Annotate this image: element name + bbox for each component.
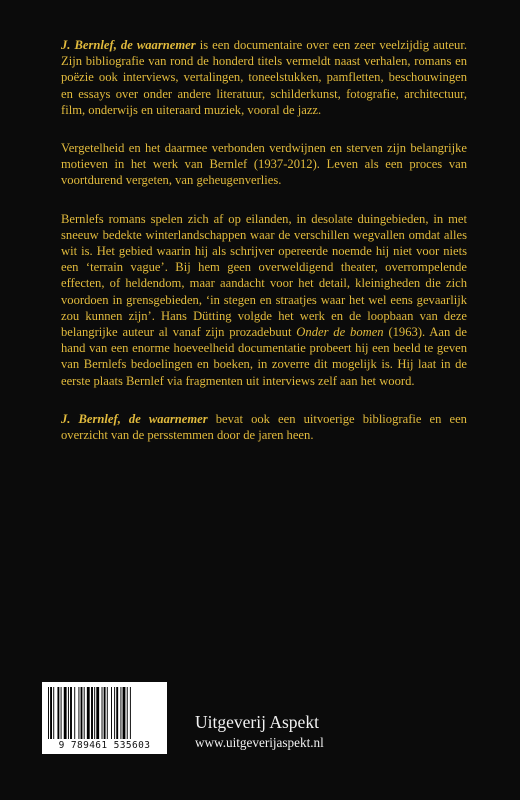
intro-text: is een documentaire over een zeer veelzijdig auteur. Zijn bibliografie van rond de honderd titels vermeldt naast verhalen, romans en poëzie ook interviews, vertalingen, toneelstukken, pamfletten, beschouwingen en essays over onder andere literatuur, schilderkunst, fotografie, architectuur, film, onderwijs en uiteraard muziek, vooral de jazz.	[61, 38, 467, 117]
paragraph-novels	[61, 211, 467, 389]
barcode-bar	[70, 687, 72, 739]
novels-text-a: Bernlefs romans spelen zich af op eilanden, in desolate duingebieden, in met sneeuw bedekte winterlandschappen waar de verschillen wegvallen omdat alles wit is. Het gebied waarin hij als schrijver opereerde noemde hij niet voor niets een ‘terrain vague’. Bij hem geen overweldigend theater, overrompelende effecten, of heldendom, maar aandacht voor het detail, kleinigheden die zich voordoen in grensgebieden, ‘in stegen en straatjes waar het wel eens gevaarlijk zou kunnen zijn’. Hans Dütting volgde het werk en de loopbaan van deze belangrijke auteur al vanaf zijn prozadebuut	[61, 211, 467, 340]
themes-text: Vergetelheid en het daarmee verbonden verdwijnen en sterven zijn belangrijke motieven in het werk van Bernlef (1937-2012). Leven als een proces van voortdurend vergeten, van geheugenverlies.	[61, 141, 467, 188]
barcode-bar	[107, 687, 108, 739]
publisher-block	[195, 712, 324, 752]
novels-text-b: (1963). Aan de hand van een enorme hoeveelheid documentatie probeert hij een beeld te geven van Bernlefs bedoelingen en boeken, in zoverre dit mogelijk is. Hij laat in de eerste plaats Bernlef via fragmenten uit interviews zelf aan het woord.	[61, 325, 468, 388]
barcode-bar	[111, 687, 112, 739]
book-title-2: J. Bernlef, de waarnemer	[61, 411, 208, 426]
barcode-bar	[120, 687, 121, 739]
barcode-bar	[57, 687, 59, 739]
contents-text: bevat ook een uitvoerige bibliografie en een overzicht van de persstemmen door de jaren heen.	[61, 411, 467, 443]
barcode-bar	[94, 687, 95, 739]
paragraph-contents	[61, 411, 467, 443]
barcode-bar	[78, 687, 79, 739]
barcode-bar	[64, 687, 67, 739]
barcode-bar	[74, 687, 75, 739]
back-cover-text	[61, 37, 467, 465]
barcode-bar	[104, 687, 106, 739]
publisher-url[interactable]: www.uitgeverijaspekt.nl	[195, 735, 324, 750]
barcode-bar	[84, 687, 85, 739]
barcode-bar	[102, 687, 103, 739]
barcode-bar	[68, 687, 69, 739]
barcode-bars	[47, 687, 162, 739]
paragraph-intro	[61, 37, 467, 118]
barcode-bar	[91, 687, 93, 739]
barcode-bar	[116, 687, 118, 739]
publisher-name: Uitgeverij Aspekt	[195, 712, 319, 732]
barcode-bar	[81, 687, 83, 739]
barcode-bar	[130, 687, 131, 739]
isbn-barcode	[42, 682, 167, 754]
barcode-bar	[87, 687, 90, 739]
barcode-bar	[96, 687, 99, 739]
barcode-bar	[61, 687, 62, 739]
debut-title: Onder de bomen	[296, 325, 384, 340]
barcode-bar	[114, 687, 115, 739]
book-title: J. Bernlef, de waarnemer	[61, 38, 196, 52]
isbn-number: 9 789461 535603	[58, 740, 151, 751]
barcode-bar	[127, 687, 128, 739]
barcode-bar	[50, 687, 52, 739]
barcode-bar	[53, 687, 54, 739]
paragraph-themes	[61, 140, 467, 189]
barcode-bar	[123, 687, 126, 739]
barcode-bar	[48, 687, 49, 739]
